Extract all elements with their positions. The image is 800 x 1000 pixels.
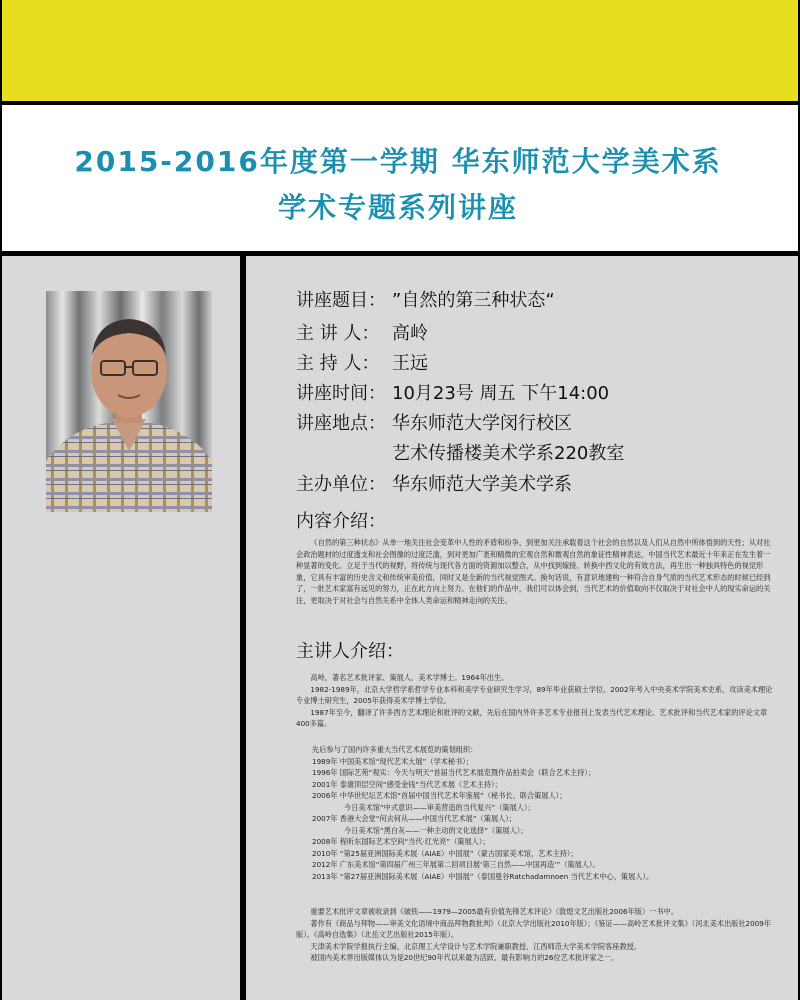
exhibitions-list [296, 744, 776, 882]
bio-paragraph: 1982-1989年，北京大学哲学系哲学专业本科和美学专业研究生学习，89年毕业获硕士学位。2002年考入中央美术学院美术史系，攻读美术理论专业博士研究生，2005年获得美术学博士学位。 [296, 684, 773, 705]
top-color-band [2, 0, 798, 101]
exhibition-item: 2012年 广东美术馆“第四届广州三年展第二回项目展‘第三自然——中国再造’”（策展人）。 [312, 860, 600, 869]
speaker-intro-heading: 主讲人介绍： [296, 641, 404, 662]
lecture-time [296, 379, 609, 405]
bio-paragraph: 1987年至今，翻译了许多西方艺术理论和批评的文献，先后在国内外许多艺术专业报刊上发表当代艺术理论、艺术批评和当代艺术家的评论文章400多篇。 [296, 707, 768, 728]
exhibition-item: 2006年 中华世纪坛艺术馆“首届中国当代艺术年鉴展”（秘书长、联合策展人）； [312, 791, 567, 800]
speaker-photo [46, 291, 212, 512]
works-paragraph: 重要艺术批评文章被收录到《破铁——1979—2005最有价值先锋艺术评论》（敦煌文艺出版社2006年版）一书中。 [310, 907, 678, 916]
works-paragraph: 被国内美术界出版媒体认为是20世纪90年代以来最为活跃、最有影响力的26位艺术批评家之一。 [310, 953, 619, 962]
content-intro-paragraph: 《自然的第三种状态》从单一地关注社会变革中人性的矛盾和纷争，到更加关注承载着这个社会的自然以及人们从自然中所体悟到的天性；从对社会政治题材的过度透支和社会图像的过度泛滥，到对更加广袤和精微的宏观自然和微观自然的象征性精神表达，中国当代艺术最近十年来正在发生着一种显著的变化。立足于当代的视野，将传统与现代各方面的资源加以整合，从中找到嫁接、转换中西文化的有效方法，再生出一种独具特色的视觉形象，它具有丰富的历史含义和传统审美价值，同时又是全新的当代视觉图式。换句话说，有意识地建构一种符合自身气质的当代艺术形态的时候已经到了，一批艺术家富有远见的努力，正在此方向上努力。在他们的作品中，我们可以体会到，当代艺术的价值取向不仅取决于对社会中人的现实命运的关注，更取决于对社会与自然关系中全体人类命运和精神走向的关注。 [296, 538, 771, 605]
speaker-value: 高岭 [392, 323, 428, 344]
exhibition-item: 2010年 “第25届亚洲国际美术展（AIAE）中国展”（蒙古国家美术馆，艺术主持）； [312, 848, 578, 858]
works-section [296, 906, 776, 964]
exhibition-item: 2001年 泰康顶层空间“感受金钱”当代艺术展（艺术主持）； [312, 779, 502, 789]
speaker-portrait-image [46, 291, 212, 512]
topic-label: 讲座题目： [296, 290, 386, 311]
host-label: 主 持 人： [296, 353, 380, 374]
exhibition-item: 1996年 国际艺苑“观实：今天与明天”首届当代艺术展览暨作品拍卖会（联合艺术主持）； [312, 768, 596, 777]
host-value: 王远 [392, 353, 428, 374]
lecture-host [296, 349, 428, 375]
exhibitions-intro: 先后参与了国内许多重大当代艺术展览的策划组织： [312, 745, 478, 754]
lecture-speaker [296, 319, 428, 345]
time-label: 讲座时间： [296, 383, 386, 404]
speaker-label: 主 讲 人： [296, 323, 380, 344]
bio-paragraph: 高岭，著名艺术批评家、策展人、美术学博士。1964年出生。 [310, 673, 509, 682]
speaker-bio [296, 672, 776, 730]
organizer-label: 主办单位： [296, 474, 386, 495]
exhibition-item: 今日美术馆“中式意识——审美营造的当代复兴”（策展人）； [344, 802, 535, 812]
exhibition-item: 今日美术馆“黑白灰——一种主动的文化选择”（策展人）； [344, 825, 528, 835]
content-intro-text [296, 537, 776, 606]
poster-subtitle: 学术专题系列讲座 [277, 191, 518, 224]
organizer-value: 华东师范大学美术学系 [392, 474, 572, 495]
place-label: 讲座地点： [296, 413, 386, 434]
works-paragraph: 著作有《商品与拜物——审美文化语境中商品拜物教批判》（北京大学出版社2010年版）；《鉴证——高岭艺术批评文集》（河北美术出版社2009年版）。《高岭自选集》（北岳文艺出版社2015年版）。 [296, 918, 772, 939]
poster-title: 2015-2016年度第一学期 华东师范大学美术系 [74, 145, 722, 178]
lecture-organizer [296, 470, 572, 496]
exhibition-item: 1989年 中国美术馆“现代艺术大展”（学术秘书）； [312, 756, 473, 766]
lecture-topic [296, 286, 555, 312]
exhibition-item: 2013年 “第27届亚洲国际美术展（AIAE）中国展”（泰国曼谷Ratchadamnoen 当代艺术中心，策展人）。 [312, 871, 654, 881]
topic-value: ”自然的第三种状态“ [392, 290, 555, 311]
time-value: 10月23号 周五 下午14:00 [392, 383, 610, 404]
lecture-place-line2: 艺术传播楼美术学系220教室 [392, 443, 625, 464]
content-intro-heading: 内容介绍： [296, 511, 386, 532]
place-value-line1: 华东师范大学闵行校区 [392, 413, 572, 434]
exhibition-item: 2008年 程昕东国际艺术空间“当代·红光亮”（策展人）； [312, 837, 490, 846]
works-paragraph: 天津美术学院学报执行主编、北京理工大学设计与艺术学院兼职教授、江西师范大学美术学院客座教授。 [310, 941, 642, 951]
exhibition-item: 2007年 香港大会堂“何去何从——中国当代艺术展”（策展人）； [312, 814, 517, 823]
lecture-place [296, 409, 572, 435]
